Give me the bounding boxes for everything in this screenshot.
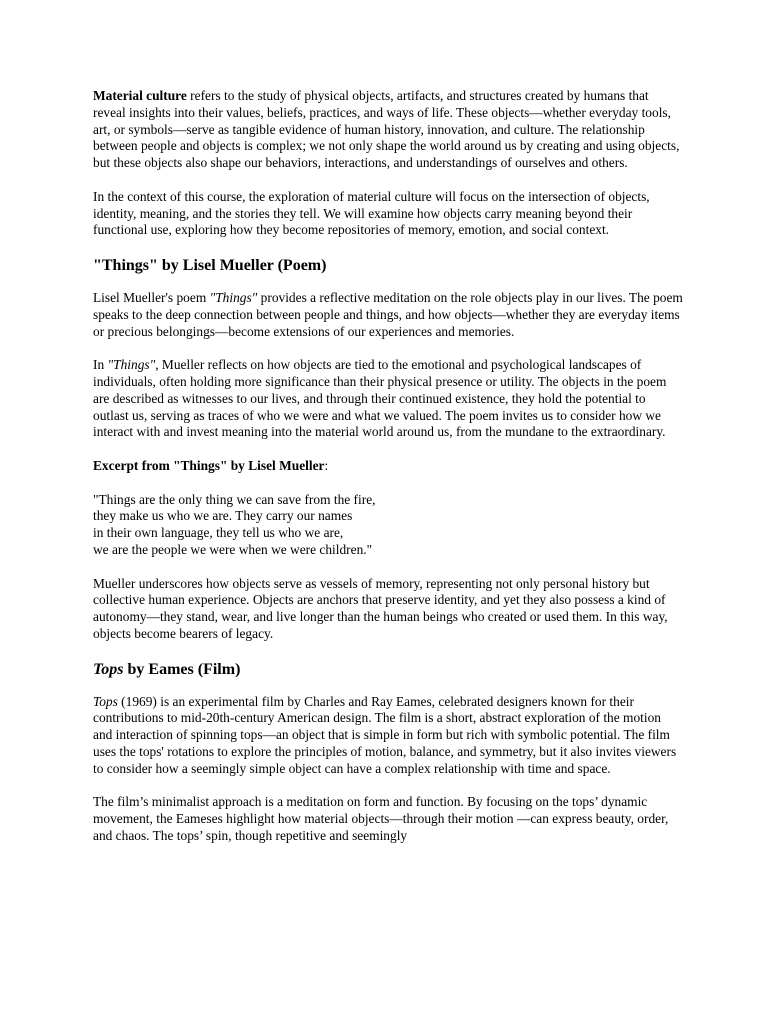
- excerpt-heading: [93, 458, 683, 475]
- tops-heading-rest: by Eames (Film): [123, 660, 241, 678]
- things-paragraph-2-start: In: [93, 357, 108, 373]
- things-paragraph-1-start: Lisel Mueller's poem: [93, 289, 210, 305]
- excerpt-heading-colon: :: [324, 457, 329, 473]
- poem-line: in their own language, they tell us who we are,: [93, 525, 344, 541]
- tops-paragraph-2: The film’s minimalist approach is a meditation on form and function. By focusing on the tops’ dynamic movement, the Eameses highlight how material objects—through their motion —can express beauty, order, and chaos. The tops’ spin, though repetitive and seemingly: [93, 794, 669, 843]
- intro-paragraph-1-text: refers to the study of physical objects, artifacts, and structures created by humans that reveal insights into their values, beliefs, practices, and ways of life. These objects—whether everyday tools, art, or symbols—serve as tangible evidence of human history, innovation, and culture. The relationship between people and objects is complex; we not only shape the world around us by creating and using objects, but these objects also shape our behaviors, interactions, and understandings of ourselves and others.: [93, 88, 680, 171]
- things-paragraph-1: [93, 290, 683, 340]
- term-material-culture: Material culture: [93, 88, 187, 103]
- poem-line: they make us who we are. They carry our names: [93, 508, 353, 524]
- excerpt-heading-text: Excerpt from "Things" by Lisel Mueller: [93, 457, 325, 473]
- things-paragraph-1-end: provides a reflective meditation on the role objects play in our lives. The poem speaks to the deep connection between people and things, and how objects—whether they are everyday items or precious belongings—become extensions of our experiences and memories.: [93, 289, 683, 339]
- things-paragraph-2-end: , Mueller reflects on how objects are tied to the emotional and psychological landscapes of individuals, often holding more significance than their physical presence or utility. The objects in the poem are described as witnesses to our lives, and through their continued existence, they hold the potential to outlast us, serving as traces of who we were and what we valued. The poem invites us to consider how we interact with and invest meaning into the material world around us, from the mundane to the extraordinary.: [93, 357, 667, 440]
- tops-paragraph-1: [93, 694, 683, 778]
- film-title: Tops: [93, 660, 124, 678]
- document-page: [93, 88, 683, 861]
- poem-excerpt: [93, 492, 683, 559]
- things-heading: "Things" by Lisel Mueller (Poem): [93, 256, 327, 274]
- things-paragraph-3: Mueller underscores how objects serve as vessels of memory, representing not only personal history but collective human experience. Objects are anchors that preserve identity, and yet they also possess a kind of autonomy—they stand, wear, and live longer than the human beings who created or used them. In this way, objects become bearers of legacy.: [93, 575, 668, 641]
- poem-line: we are the people we were when we were children.": [93, 541, 373, 557]
- things-paragraph-2: [93, 357, 683, 441]
- intro-paragraph-1: [93, 88, 683, 172]
- poem-title: "Things": [107, 357, 156, 373]
- film-title: Tops: [93, 693, 118, 709]
- tops-heading: [93, 660, 683, 679]
- poem-line: "Things are the only thing we can save from the fire,: [93, 491, 376, 507]
- poem-title: "Things": [209, 289, 258, 305]
- intro-paragraph-2: In the context of this course, the exploration of material culture will focus on the intersection of objects, identity, meaning, and the stories they tell. We will examine how objects carry meaning beyond their functional use, exploring how they become repositories of memory, emotion, and social context.: [93, 188, 650, 238]
- tops-paragraph-1-text: (1969) is an experimental film by Charles and Ray Eames, celebrated designers known for their contributions to mid-20th-century American design. The film is a short, abstract exploration of the motion and interaction of spinning tops—an object that is simple in form but rich with symbolic potential. The film uses the tops' rotations to explore the principles of motion, balance, and symmetry, but it also invites viewers to consider how a seemingly simple object can have a complex relationship with time and space.: [93, 693, 677, 776]
